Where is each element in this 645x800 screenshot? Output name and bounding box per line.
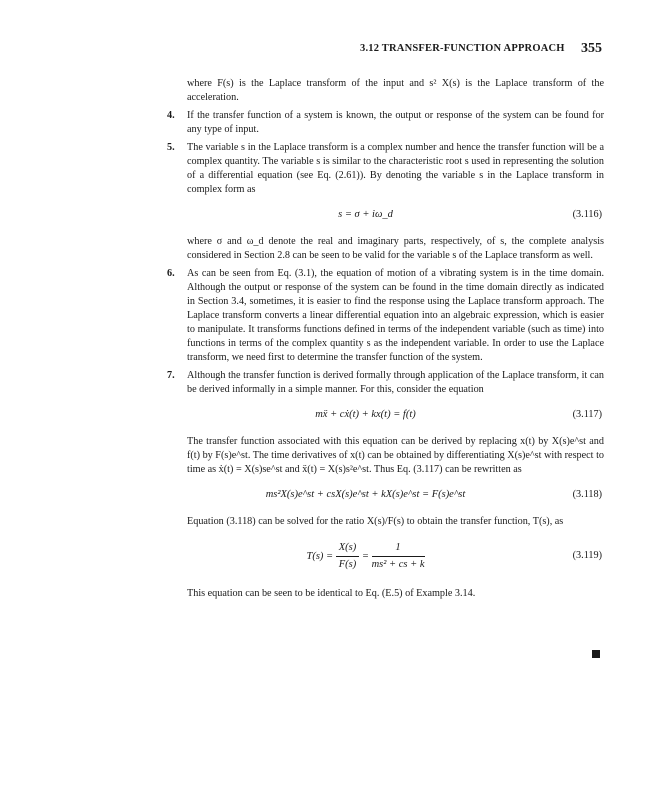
item-marker: 6. xyxy=(167,268,175,279)
item-marker: 7. xyxy=(167,370,175,381)
list-item xyxy=(167,267,604,365)
item-text: If the transfer function of a system is known, the output or response of the system can be found for any type of input. xyxy=(187,110,604,135)
list-item xyxy=(167,109,604,137)
list-item xyxy=(167,141,604,197)
equation-number: (3.118) xyxy=(572,489,602,500)
equation-3-118 xyxy=(187,485,604,507)
running-header xyxy=(360,43,605,54)
list-item xyxy=(167,369,604,397)
equation-3-117 xyxy=(187,405,604,427)
numerator: X(s) xyxy=(336,541,360,557)
equation-lhs: T(s) = xyxy=(306,550,334,562)
equals-sign: = xyxy=(361,550,369,562)
paragraph: where σ and ω_d denote the real and imaginary parts, respectively, of s, the complete analysis considered in Section 2.8 can be seen to be valid for the variable s of the Laplace transform as well. xyxy=(187,236,604,261)
equation-expr: s = σ + iω_d xyxy=(338,209,393,220)
paragraph: Equation (3.118) can be solved for the ratio X(s)/F(s) to obtain the transfer function, T(s), as xyxy=(187,516,564,527)
item-marker: 5. xyxy=(167,142,175,153)
denominator: F(s) xyxy=(338,559,357,570)
paragraph: The transfer function associated with this equation can be derived by replacing x(t) by X(s)e^st and f(t) by F(s)e^st. The time derivatives of x(t) can be obtained by differentiating X(s)e^st with respect to time as ẋ(t) = X(s)se^st and ẍ(t) = X(s)s²e^st. Thus Eq. (3.117) can be rewritten as xyxy=(187,436,604,475)
equation-number: (3.119) xyxy=(572,550,602,561)
item-text: As can be seen from Eq. (3.1), the equation of motion of a vibrating system is in the time domain. Although the output or response of the system can be found in the time domain directly as indicated in Section 3.4, sometimes, it is easier to find the response using the Laplace transform approach. The Laplace transform converts a linear differential equation into an algebraic expression, which is easier to manipulate. It transforms functions defined in terms of the independent variable (such as time) into functions in terms of the complex quantity s as the independent variable. In order to use the Laplace transform, we need first to determine the transfer function of the system. xyxy=(187,268,604,363)
intro-paragraph: where F(s) is the Laplace transform of the input and s² X(s) is the Laplace transform of the acceleration. xyxy=(187,78,604,103)
equation-number: (3.116) xyxy=(572,209,602,220)
equation-number: (3.117) xyxy=(572,409,602,420)
equation-expr: ms²X(s)e^st + csX(s)e^st + kX(s)e^st = F(s)e^st xyxy=(265,489,466,500)
equation-3-116 xyxy=(187,205,604,227)
item-text: Although the transfer function is derived formally through application of the Laplace transform, it can be derived informally in a simple manner. For this, consider the equation xyxy=(187,370,604,395)
numerator: 1 xyxy=(372,541,425,557)
equation-3-119 xyxy=(187,537,604,579)
end-of-example-square-icon xyxy=(592,650,600,658)
page-number: 355 xyxy=(581,41,602,56)
denominator: ms² + cs + k xyxy=(371,559,425,570)
item-text: The variable s in the Laplace transform is a complex number and hence the transfer function will be a complex quantity. The variable s is similar to the characteristic root s used in representing the solution of a differential equation (see Eq. (2.61)). By denoting the variable s in the Laplace transform in complex form as xyxy=(187,142,604,195)
item-marker: 4. xyxy=(167,110,175,121)
fraction xyxy=(372,541,425,572)
equation-expr xyxy=(187,541,544,572)
closing-paragraph: This equation can be seen to be identical to Eq. (E.5) of Example 3.14. xyxy=(187,588,476,599)
body-text xyxy=(167,77,604,605)
section-title: 3.12 TRANSFER-FUNCTION APPROACH xyxy=(360,43,565,54)
equation-expr: mẍ + cẋ(t) + kx(t) = f(t) xyxy=(315,409,416,420)
fraction xyxy=(336,541,360,572)
